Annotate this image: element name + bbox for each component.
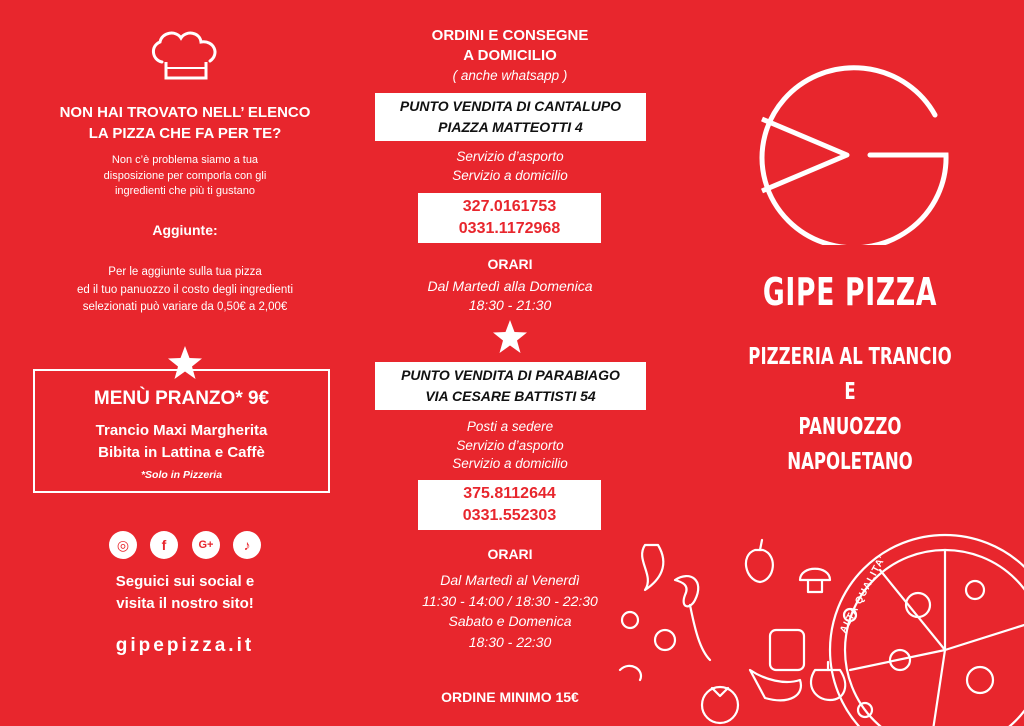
brand-subtitle-line2: PANUOZZO NAPOLETANO — [787, 414, 913, 475]
orders-title — [380, 26, 640, 66]
phone-number[interactable]: 327.0161753 — [462, 198, 557, 215]
custom-pizza-title — [20, 102, 350, 144]
gipe-logo-icon — [752, 55, 952, 245]
shop-cantalupo-hours — [380, 277, 640, 315]
aggiunte-title: Aggiunte: — [152, 222, 218, 238]
website-link[interactable]: gipepizza.it — [115, 635, 255, 656]
brand-subtitle — [742, 340, 958, 480]
hours-line: Dal Martedì al Venerdì — [440, 572, 580, 588]
follow-line2: visita il nostro sito! — [116, 595, 254, 612]
phone-list — [418, 480, 601, 527]
minimum-order: ORDINE MINIMO 15€ — [441, 689, 579, 705]
star-icon — [166, 345, 204, 381]
shop-cantalupo-phones — [418, 193, 601, 243]
hours-line: 18:30 - 21:30 — [468, 297, 552, 313]
shop-cantalupo-line1: PUNTO VENDITA DI CANTALUPO — [399, 98, 622, 114]
follow-social-text — [30, 571, 340, 615]
lunch-menu-title: MENÙ PRANZO* 9€ — [93, 388, 270, 409]
brand-name: GIPE PIZZA — [762, 270, 938, 314]
hours-title: ORARI — [487, 256, 533, 272]
star-icon — [491, 319, 529, 355]
orders-title-line2: A DOMICILIO — [463, 47, 557, 64]
shop-cantalupo-address: PIAZZA MATTEOTTI 4 — [438, 119, 583, 135]
custom-pizza-description — [70, 153, 300, 200]
shop-parabiago-services — [380, 418, 640, 474]
service-item: Servizio d’asporto — [456, 149, 564, 164]
instagram-icon[interactable]: ◎ — [109, 531, 137, 559]
phone-number[interactable]: 0331.1172968 — [458, 220, 561, 237]
lunch-menu-note: *Solo in Pizzeria — [140, 469, 223, 481]
shop-parabiago-line1: PUNTO VENDITA DI PARABIAGO — [401, 367, 620, 383]
phone-number[interactable]: 375.8112644 — [463, 485, 556, 502]
tiktok-icon[interactable]: ♪ — [233, 531, 261, 559]
lunch-menu-item: Trancio Maxi Margherita — [95, 422, 268, 439]
hours-line: Dal Martedì alla Domenica — [427, 278, 593, 294]
phone-list — [418, 193, 601, 240]
orders-title-line1: ORDINI E CONSEGNE — [431, 27, 589, 44]
shop-parabiago-address: VIA CESARE BATTISTI 54 — [425, 388, 596, 404]
service-item: Servizio d’asporto — [456, 437, 564, 453]
hours-line: 11:30 - 14:00 / 18:30 - 22:30 — [422, 592, 598, 609]
service-item: Posti a sedere — [466, 419, 554, 434]
custom-pizza-desc-line3: ingredienti che più ti gustano — [114, 185, 256, 197]
hours-line: Sabato e Domenica — [448, 613, 572, 629]
follow-line1: Seguici sui social e — [115, 573, 255, 590]
custom-pizza-title-line1: NON HAI TROVATO NELL’ ELENCO — [59, 104, 311, 121]
facebook-icon[interactable]: f — [150, 531, 178, 559]
aggiunte-line3: selezionati può variare da 0,50€ a 2,00€ — [82, 301, 288, 313]
shop-cantalupo-box — [375, 93, 646, 141]
service-item: Servizio a domicilio — [452, 456, 568, 471]
brand-subtitle-line1: PIZZERIA AL TRANCIO E — [748, 344, 952, 405]
shop-cantalupo-services — [380, 148, 640, 185]
custom-pizza-desc-line2: disposizione per comporla con gli — [103, 169, 267, 182]
aggiunte-line2: ed il tuo panuozzo il costo degli ingredienti — [76, 283, 294, 296]
shop-parabiago-phones — [418, 480, 601, 530]
hours-title: ORARI — [487, 546, 533, 562]
food-illustration-icon — [600, 520, 1024, 726]
quality-label: ALTA QUALITA’ — [838, 553, 889, 636]
shop-parabiago-name — [375, 362, 646, 407]
phone-number[interactable]: 0331.552303 — [462, 507, 557, 524]
custom-pizza-desc-line1: Non c’è problema siamo a tua — [111, 154, 259, 166]
shop-cantalupo-name — [375, 93, 646, 138]
google-plus-icon[interactable]: G+ — [192, 531, 220, 559]
custom-pizza-title-line2: LA PIZZA CHE FA PER TE? — [88, 125, 282, 142]
shop-parabiago-box — [375, 362, 646, 410]
aggiunte-description — [40, 264, 330, 317]
orders-whatsapp-note: ( anche whatsapp ) — [452, 68, 568, 83]
service-item: Servizio a domicilio — [452, 167, 568, 183]
chef-hat-icon — [148, 28, 222, 82]
aggiunte-line1: Per le aggiunte sulla tua pizza — [108, 266, 262, 278]
hours-line: 18:30 - 22:30 — [468, 633, 552, 650]
lunch-menu-item: Bibita in Lattina e Caffè — [98, 444, 265, 461]
